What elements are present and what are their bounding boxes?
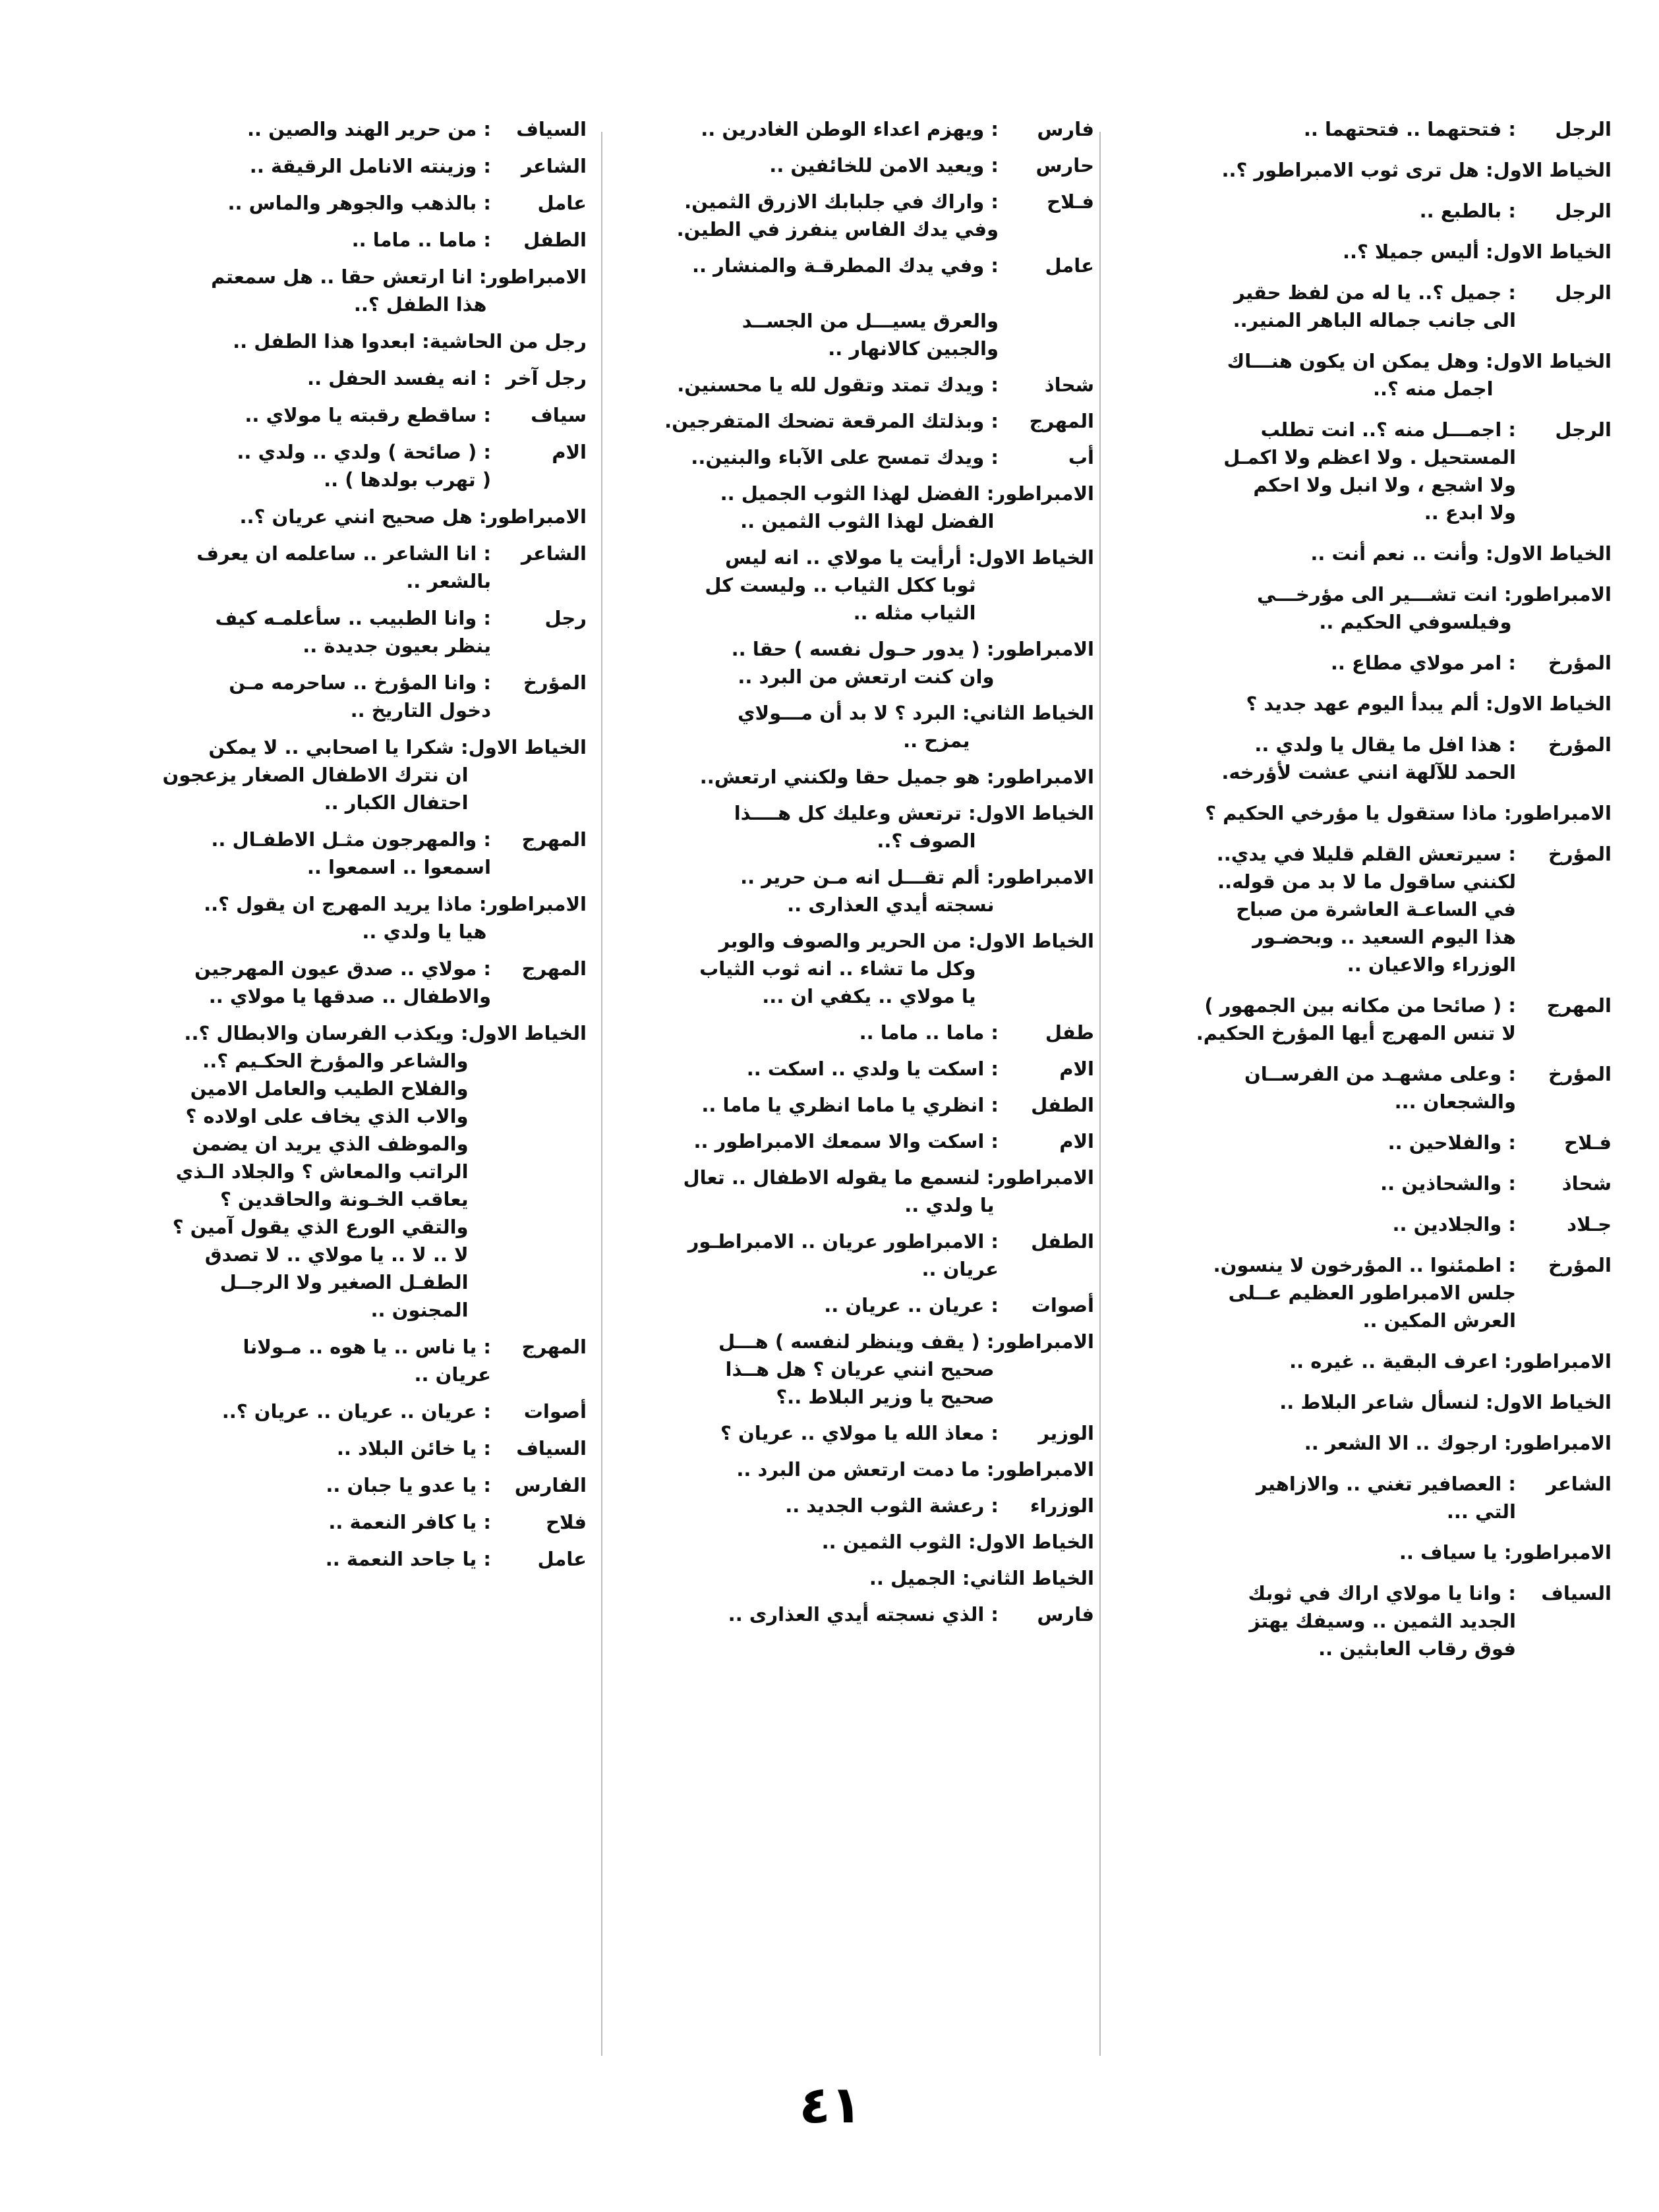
speaker-name: الشاعر bbox=[1546, 1473, 1612, 1495]
dialogue-text: : بالذهب والجوهر والماس .. bbox=[227, 192, 491, 214]
dialogue-line bbox=[1111, 416, 1612, 526]
speaker-name: عامل bbox=[537, 192, 587, 214]
dialogue-text: : أرأيت يا مولاي .. انه ليس ثوبا ككل الثياب .. وليست كل الثياب مثله .. bbox=[705, 546, 976, 624]
dialogue-line bbox=[1111, 1060, 1612, 1116]
speaker-name: الامبراطور bbox=[486, 893, 587, 915]
speaker-name: الام bbox=[1059, 1130, 1094, 1152]
speaker-name: أصوات bbox=[1031, 1294, 1094, 1317]
dialogue-line bbox=[613, 763, 1094, 791]
speaker-name: الرجل bbox=[1555, 418, 1612, 441]
speaker-name: الخياط الاول bbox=[975, 802, 1094, 824]
speaker-name: فلاح bbox=[546, 1511, 587, 1533]
dialogue-line bbox=[1111, 649, 1612, 677]
dialogue-line bbox=[613, 443, 1094, 471]
dialogue-text: : ما دمت ارتعش من البرد .. bbox=[736, 1458, 995, 1481]
dialogue-text: : وانا يا مولاي اراك في ثوبك الجديد الثمين .. وسيفك يهتز فوق رقاب العابثين .. bbox=[1248, 1582, 1516, 1660]
dialogue-text: : الذي نسجته أيدي العذارى .. bbox=[728, 1603, 999, 1626]
dialogue-text: : ماذا ستقول يا مؤرخي الحكيم ؟ bbox=[1205, 802, 1512, 824]
speaker-name: الخياط الاول bbox=[468, 736, 587, 758]
speaker-name: الخياط الاول bbox=[975, 546, 1094, 569]
speaker-name: السياف bbox=[516, 118, 587, 140]
speaker-name: المهرج bbox=[521, 1336, 587, 1358]
dialogue-line bbox=[1111, 1388, 1612, 1416]
speaker-name: الخياط الثاني bbox=[970, 702, 1094, 724]
dialogue-line bbox=[1111, 690, 1612, 718]
dialogue-line bbox=[1111, 540, 1612, 567]
dialogue-text: : واراك في جلبابك الازرق الثمين. وفي يدك الفاس ينفرز في الطين. bbox=[676, 190, 999, 241]
speaker-name: الامبراطور bbox=[1511, 1541, 1612, 1564]
dialogue-text: : انظري يا ماما انظري يا ماما .. bbox=[701, 1094, 999, 1116]
dialogue-line bbox=[1111, 115, 1612, 143]
dialogue-line bbox=[613, 799, 1094, 855]
dialogue-text: : وأنت .. نعم أنت .. bbox=[1310, 542, 1494, 565]
dialogue-text: : رعشة الثوب الجديد .. bbox=[785, 1494, 999, 1517]
column-divider bbox=[601, 132, 602, 2056]
dialogue-line bbox=[613, 115, 1094, 143]
speaker-name: الامبراطور bbox=[994, 1330, 1094, 1353]
dialogue-line bbox=[613, 1127, 1094, 1155]
dialogue-line bbox=[1111, 1129, 1612, 1156]
speaker-name: الامبراطور bbox=[1511, 802, 1612, 824]
dialogue-text: : عريان .. عريان .. bbox=[824, 1294, 999, 1317]
speaker-name: المؤرخ bbox=[523, 671, 587, 694]
dialogue-text: : ويدك تمسح على الآباء والبنين.. bbox=[691, 446, 999, 468]
dialogue-text: : فتحتهما .. فتحتهما .. bbox=[1303, 118, 1516, 140]
dialogue-line bbox=[105, 401, 587, 429]
speaker-name: الطفل bbox=[1031, 1230, 1094, 1253]
dialogue-line bbox=[1111, 347, 1612, 403]
dialogue-text: : يا عدو يا جبان .. bbox=[326, 1474, 491, 1496]
dialogue-text: : مولاي .. صدق عيون المهرجين والاطفال .. صدقها يا مولاي .. bbox=[194, 957, 491, 1007]
dialogue-text: : والجلادين .. bbox=[1392, 1213, 1516, 1235]
page-number: ٤١ bbox=[799, 2076, 862, 2135]
dialogue-line bbox=[613, 480, 1094, 535]
dialogue-text: : بالطبع .. bbox=[1419, 200, 1516, 222]
speaker-name: فـلاح bbox=[1564, 1131, 1612, 1154]
dialogue-line bbox=[105, 1545, 587, 1573]
dialogue-line bbox=[613, 1492, 1094, 1519]
dialogue-line bbox=[1111, 197, 1612, 225]
dialogue-line bbox=[105, 1333, 587, 1388]
dialogue-line bbox=[105, 438, 587, 494]
speaker-name: رجل آخر bbox=[506, 367, 587, 389]
speaker-name: الامبراطور bbox=[994, 1166, 1094, 1189]
dialogue-line bbox=[1111, 1429, 1612, 1457]
dialogue-text: : يا خائن البلاد .. bbox=[336, 1437, 491, 1460]
dialogue-text: : اطمئنوا .. المؤرخون لا ينسون. جلس الامبراطور العظيم عــلى العرش المكين .. bbox=[1213, 1254, 1516, 1332]
speaker-name: الشاعر bbox=[521, 155, 587, 177]
dialogue-line bbox=[105, 604, 587, 660]
dialogue-text: : اعرف البقية .. غيره .. bbox=[1289, 1350, 1512, 1373]
dialogue-text: : من حرير الهند والصين .. bbox=[247, 118, 491, 140]
dialogue-line bbox=[105, 1471, 587, 1499]
dialogue-line bbox=[613, 635, 1094, 691]
dialogue-line bbox=[613, 544, 1094, 627]
dialogue-text: : وفي يدك المطرقـة والمنشار .. والعرق يسيـــل من الجســد والجبين كالانهار .. bbox=[692, 254, 999, 360]
dialogue-text: : وزينته الانامل الرقيقة .. bbox=[249, 155, 491, 177]
dialogue-line bbox=[613, 699, 1094, 754]
speaker-name: الخياط الاول bbox=[1493, 159, 1612, 181]
dialogue-text: : لنسأل شاعر البلاط .. bbox=[1279, 1391, 1494, 1413]
dialogue-text: : ويعيد الامن للخائفين .. bbox=[769, 154, 999, 177]
speaker-name: الخياط الثاني bbox=[970, 1567, 1094, 1589]
speaker-name: المهرج bbox=[1546, 994, 1612, 1017]
dialogue-text: : ألم يبدأ اليوم عهد جديد ؟ bbox=[1246, 693, 1494, 715]
dialogue-line bbox=[105, 226, 587, 254]
dialogue-text: : امر مولاي مطاع .. bbox=[1330, 652, 1516, 674]
dialogue-text: : ألم تقـــل انه مـن حرير .. نسجته أيدي العذارى .. bbox=[740, 866, 995, 916]
speaker-name: الخياط الاول bbox=[1493, 350, 1612, 372]
speaker-name: الام bbox=[552, 441, 587, 463]
dialogue-text: : والمهرجون مثـل الاطفـال .. اسمعوا .. اسمعوا .. bbox=[211, 828, 491, 878]
speaker-name: فارس bbox=[1037, 118, 1094, 140]
speaker-name: الام bbox=[1059, 1058, 1094, 1080]
dialogue-text: : انا الشاعر .. ساعلمه ان يعرف بالشعر .. bbox=[196, 542, 491, 592]
dialogue-line bbox=[613, 152, 1094, 179]
speaker-name: الرجل bbox=[1555, 200, 1612, 222]
speaker-name: سياف bbox=[531, 404, 587, 426]
speaker-name: الامبراطور bbox=[994, 866, 1094, 888]
dialogue-text: : ( صائحة ) ولدي .. ولدي .. ( تهرب بولدها ) .. bbox=[237, 441, 491, 491]
speaker-name: الامبراطور bbox=[994, 1458, 1094, 1481]
dialogue-line bbox=[105, 364, 587, 392]
speaker-name: المهرج bbox=[521, 957, 587, 980]
dialogue-text: : أليس جميلا ؟.. bbox=[1342, 241, 1494, 263]
dialogue-text: : وانا المؤرخ .. ساحرمه مـن دخول التاريخ .. bbox=[229, 671, 491, 722]
dialogue-text: : اسكت والا سمعك الامبراطور .. bbox=[693, 1130, 999, 1152]
dialogue-text: : هذا افل ما يقال يا ولدي .. الحمد للآلهة انني عشت لأؤرخه. bbox=[1221, 733, 1516, 783]
dialogue-line bbox=[613, 1328, 1094, 1411]
dialogue-text: : ( صائحا من مكانه بين الجمهور ) لا تنس المهرج أيها المؤرخ الحكيم. bbox=[1196, 994, 1516, 1044]
dialogue-line bbox=[105, 540, 587, 595]
dialogue-line bbox=[613, 407, 1094, 435]
dialogue-text: : من الحرير والصوف والوبر وكل ما تشاء .. انه ثوب الثياب يا مولاي .. يكفي ان ... bbox=[699, 930, 976, 1007]
speaker-name: السياف bbox=[516, 1437, 587, 1460]
dialogue-text: : ابعدوا هذا الطفل .. bbox=[233, 330, 430, 353]
speaker-name: المؤرخ bbox=[1548, 843, 1612, 865]
dialogue-line bbox=[1111, 238, 1612, 266]
dialogue-line bbox=[105, 1019, 587, 1324]
speaker-name: الرجل bbox=[1555, 118, 1612, 140]
dialogue-line bbox=[1111, 581, 1612, 636]
dialogue-text: : يا سياف .. bbox=[1399, 1541, 1512, 1564]
speaker-name: السياف bbox=[1541, 1582, 1612, 1604]
dialogue-line bbox=[1111, 279, 1612, 334]
speaker-name: عامل bbox=[537, 1548, 587, 1570]
dialogue-text: : الثوب الثمين .. bbox=[821, 1531, 976, 1553]
dialogue-line bbox=[613, 1019, 1094, 1046]
dialogue-text: : يا كافر النعمة .. bbox=[328, 1511, 491, 1533]
dialogue-line bbox=[613, 252, 1094, 362]
dialogue-text: : الفضل لهذا الثوب الجميل .. الفضل لهذا الثوب الثمين .. bbox=[720, 482, 995, 532]
dialogue-line bbox=[105, 503, 587, 530]
dialogue-text: : يا ناس .. يا هوه .. مـولانا عريان .. bbox=[243, 1336, 491, 1386]
speaker-name: رجل من الحاشية bbox=[429, 330, 587, 353]
dialogue-text: : ماما .. ماما .. bbox=[351, 229, 491, 251]
dialogue-text: : انا ارتعش حقا .. هل سمعتم هذا الطفل ؟.. bbox=[211, 266, 487, 316]
speaker-name: الطفل bbox=[1031, 1094, 1094, 1116]
speaker-name: الوزراء bbox=[1030, 1494, 1094, 1517]
speaker-name: أب bbox=[1068, 446, 1094, 468]
dialogue-text: : ساقطع رقبته يا مولاي .. bbox=[245, 404, 491, 426]
dialogue-text: : والفلاحين .. bbox=[1387, 1131, 1516, 1154]
dialogue-line bbox=[1111, 840, 1612, 978]
dialogue-line bbox=[105, 1398, 587, 1425]
dialogue-line bbox=[105, 1508, 587, 1536]
dialogue-line bbox=[613, 1456, 1094, 1483]
speaker-name: الخياط الاول bbox=[975, 1531, 1094, 1553]
dialogue-line bbox=[613, 1091, 1094, 1119]
speaker-name: فـلاح bbox=[1047, 190, 1094, 213]
speaker-name: الامبراطور bbox=[486, 266, 587, 288]
dialogue-line bbox=[613, 863, 1094, 919]
dialogue-line bbox=[1111, 1347, 1612, 1375]
speaker-name: فارس bbox=[1037, 1603, 1094, 1626]
speaker-name: الامبراطور bbox=[994, 482, 1094, 505]
speaker-name: الرجل bbox=[1555, 281, 1612, 304]
speaker-name: المؤرخ bbox=[1548, 1063, 1612, 1085]
dialogue-text: : والشحاذين .. bbox=[1380, 1172, 1516, 1195]
dialogue-line bbox=[105, 955, 587, 1010]
dialogue-text: : لنسمع ما يقوله الاطفال .. تعال يا ولدي .. bbox=[683, 1166, 995, 1216]
dialogue-text: : جميل ؟.. يا له من لفظ حقير الى جانب جماله الباهر المنير.. bbox=[1233, 281, 1516, 331]
speaker-name: الامبراطور bbox=[994, 766, 1094, 788]
dialogue-line bbox=[105, 152, 587, 180]
speaker-name: الخياط الاول bbox=[1493, 1391, 1612, 1413]
dialogue-text: : هل صحيح انني عريان ؟.. bbox=[239, 505, 487, 528]
dialogue-text: : ( يدور حـول نفسه ) حقا .. وان كنت ارتعش من البرد .. bbox=[731, 638, 995, 688]
dialogue-text: : ويهزم اعداء الوطن الغادرين .. bbox=[701, 118, 999, 140]
speaker-name: الامبراطور bbox=[1511, 583, 1612, 606]
dialogue-text: : اجمـــل منه ؟.. انت تطلب المستحيل . ولا اعظم ولا اكمـل ولا اشجع ، ولا انبل ولا احكم ولا ابدع .. bbox=[1223, 418, 1516, 524]
speaker-name: المؤرخ bbox=[1548, 652, 1612, 674]
speaker-name: الخياط الاول bbox=[468, 1022, 587, 1044]
dialogue-text: : وهل يمكن ان يكون هنـــاك اجمل منه ؟.. bbox=[1227, 350, 1494, 400]
dialogue-text: : ويكذب الفرسان والابطال ؟.. والشاعر والمؤرخ الحكـيم ؟.. والفلاح الطيب والعامل الامين والاب الذي يخاف على اولاده ؟ والموظف الذي يريد ان يضمن الراتب والمعاش ؟ والجلاد الـذي يعاقب الخـونة والحاقدين ؟ والتقي الورع الذي يقول آمين ؟ لا .. لا .. يا مولاي .. لا تصدق الطفـل الصغير ولا الرجــل المجنون .. bbox=[172, 1022, 469, 1321]
dialogue-text: : انه يفسد الحفل .. bbox=[307, 367, 491, 389]
dialogue-text: : ترتعش وعليك كل هــــذا الصوف ؟.. bbox=[734, 802, 976, 852]
dialogue-line bbox=[613, 1228, 1094, 1283]
speaker-name: الامبراطور bbox=[486, 505, 587, 528]
dialogue-text: : وبذلتك المرقعة تضحك المتفرجين. bbox=[664, 410, 999, 432]
speaker-name: جـلاد bbox=[1567, 1213, 1612, 1235]
dialogue-line bbox=[613, 1564, 1094, 1592]
dialogue-line bbox=[105, 826, 587, 881]
dialogue-text: : انت تشـــير الى مؤرخـــي وفيلسوفي الحكيم .. bbox=[1256, 583, 1512, 633]
dialogue-text: : هو جميل حقا ولكنني ارتعش.. bbox=[699, 766, 995, 788]
dialogue-line bbox=[105, 327, 587, 355]
speaker-name: الخياط الاول bbox=[975, 930, 1094, 952]
speaker-name: الوزير bbox=[1038, 1422, 1094, 1444]
dialogue-line bbox=[613, 1055, 1094, 1083]
dialogue-line bbox=[613, 1291, 1094, 1319]
dialogue-line bbox=[1111, 1251, 1612, 1334]
dialogue-text: : هل ترى ثوب الامبراطور ؟.. bbox=[1221, 159, 1494, 181]
column-left bbox=[105, 115, 587, 1582]
dialogue-text: : ويدك تمتد وتقول لله يا محسنين. bbox=[677, 374, 999, 396]
dialogue-text: : اسكت يا ولدي .. اسكت .. bbox=[746, 1058, 999, 1080]
dialogue-line bbox=[105, 189, 587, 217]
dialogue-text: : وانا الطبيب .. سأعلمـه كيف ينظر بعيون جديدة .. bbox=[215, 607, 491, 657]
speaker-name: أصوات bbox=[523, 1400, 587, 1423]
dialogue-line bbox=[613, 1164, 1094, 1219]
dialogue-line bbox=[105, 890, 587, 946]
speaker-name: الخياط الاول bbox=[1493, 693, 1612, 715]
dialogue-text: : سيرتعش القلم قليلا في يدي.. لكنني ساقول ما لا بد من قوله.. في الساعـة العاشرة من صباح هذا اليوم السعيد .. وبحضـور الوزراء والاعيان .. bbox=[1216, 843, 1516, 976]
dialogue-text: : العصافير تغني .. والازاهير التي ... bbox=[1256, 1473, 1516, 1523]
dialogue-text: : وعلى مشهـد من الفرســان والشجعان ... bbox=[1244, 1063, 1516, 1113]
dialogue-line bbox=[613, 1528, 1094, 1556]
dialogue-text: : البرد ؟ لا بد أن مـــولاي يمزح .. bbox=[737, 702, 970, 752]
dialogue-line bbox=[613, 1419, 1094, 1447]
dialogue-text: : معاذ الله يا مولاي .. عريان ؟ bbox=[720, 1422, 999, 1444]
speaker-name: الطفل bbox=[523, 229, 587, 251]
dialogue-text: : ماما .. ماما .. bbox=[859, 1021, 999, 1044]
dialogue-line bbox=[613, 188, 1094, 243]
dialogue-line bbox=[613, 1601, 1094, 1628]
speaker-name: الخياط الاول bbox=[1493, 241, 1612, 263]
speaker-name: حارس bbox=[1035, 154, 1094, 177]
dialogue-text: : عريان .. عريان .. عريان ؟.. bbox=[221, 1400, 491, 1423]
speaker-name: شحاذ bbox=[1044, 374, 1094, 396]
dialogue-line bbox=[105, 1434, 587, 1462]
dialogue-line bbox=[613, 927, 1094, 1010]
dialogue-line bbox=[105, 115, 587, 143]
dialogue-line bbox=[1111, 1470, 1612, 1525]
speaker-name: المؤرخ bbox=[1548, 1254, 1612, 1276]
speaker-name: المؤرخ bbox=[1548, 733, 1612, 756]
speaker-name: الشاعر bbox=[521, 542, 587, 565]
column-middle bbox=[613, 115, 1094, 1637]
speaker-name: الفارس bbox=[514, 1474, 587, 1496]
dialogue-text: : ماذا يريد المهرج ان يقول ؟.. هيا يا ولدي .. bbox=[204, 893, 487, 943]
dialogue-line bbox=[1111, 799, 1612, 827]
speaker-name: عامل bbox=[1045, 254, 1094, 277]
dialogue-line bbox=[105, 669, 587, 724]
dialogue-line bbox=[1111, 992, 1612, 1047]
dialogue-line bbox=[1111, 1210, 1612, 1238]
dialogue-line bbox=[1111, 731, 1612, 786]
dialogue-text: : ارجوك .. الا الشعر .. bbox=[1304, 1432, 1512, 1454]
speaker-name: المهرج bbox=[521, 828, 587, 851]
dialogue-text: : الجميل .. bbox=[869, 1567, 970, 1589]
dialogue-text: : الامبراطور عريان .. الامبراطـور عريان .. bbox=[687, 1230, 999, 1280]
speaker-name: الامبراطور bbox=[1511, 1432, 1612, 1454]
dialogue-text: : يا جاحد النعمة .. bbox=[325, 1548, 491, 1570]
dialogue-line bbox=[1111, 156, 1612, 184]
dialogue-line bbox=[1111, 1539, 1612, 1566]
dialogue-line bbox=[105, 733, 587, 816]
speaker-name: الخياط الاول bbox=[1493, 542, 1612, 565]
speaker-name: رجل bbox=[544, 607, 587, 629]
speaker-name: الامبراطور bbox=[1511, 1350, 1612, 1373]
column-right bbox=[1111, 115, 1612, 1676]
dialogue-line bbox=[105, 263, 587, 318]
speaker-name: المهرج bbox=[1029, 410, 1094, 432]
dialogue-line bbox=[1111, 1579, 1612, 1662]
speaker-name: الامبراطور bbox=[994, 638, 1094, 660]
dialogue-text: : شكرا يا اصحابي .. لا يمكن ان نترك الاطفال الصغار يزعجون احتفال الكبار .. bbox=[162, 736, 469, 814]
speaker-name: طفل bbox=[1045, 1021, 1094, 1044]
dialogue-line bbox=[1111, 1170, 1612, 1197]
dialogue-line bbox=[613, 371, 1094, 399]
column-divider bbox=[1099, 132, 1101, 2056]
dialogue-text: : ( يقف وينظر لنفسه ) هـــل صحيح انني عريان ؟ هل هــذا صحيح يا وزير البلاط ..؟ bbox=[718, 1330, 995, 1408]
speaker-name: شحاذ bbox=[1561, 1172, 1612, 1195]
